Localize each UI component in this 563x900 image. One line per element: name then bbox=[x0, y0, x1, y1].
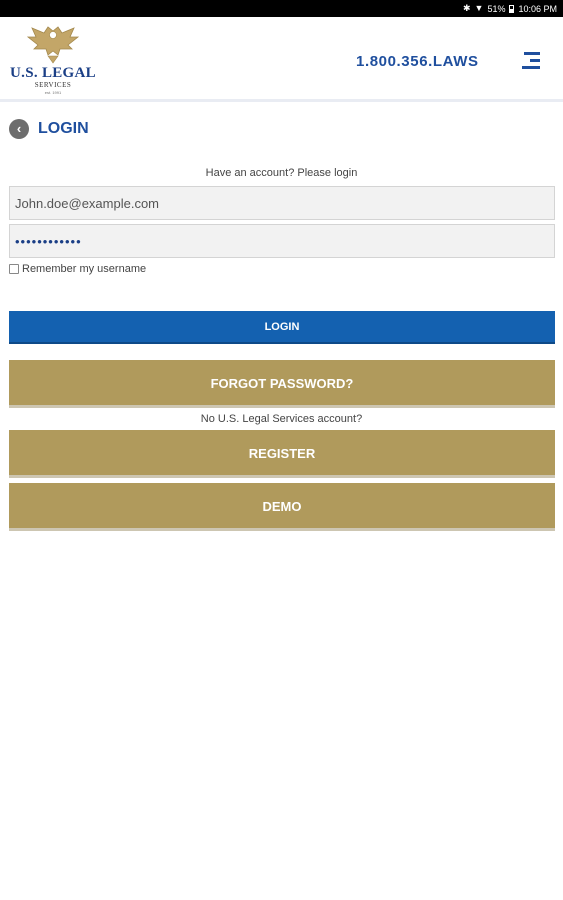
page-title: LOGIN bbox=[38, 120, 89, 137]
remember-label: Remember my username bbox=[22, 263, 147, 275]
battery-level: 51% bbox=[487, 3, 506, 14]
forgot-password-button[interactable]: FORGOT PASSWORD? bbox=[9, 360, 555, 408]
clock: 10:06 PM bbox=[518, 3, 557, 14]
login-button[interactable]: LOGIN bbox=[9, 311, 555, 344]
chevron-left-icon[interactable]: ‹ bbox=[9, 119, 29, 139]
email-field[interactable] bbox=[9, 186, 555, 220]
status-bar bbox=[0, 0, 563, 17]
demo-button[interactable]: DEMO bbox=[9, 483, 555, 531]
password-field[interactable] bbox=[9, 224, 555, 258]
battery-icon bbox=[509, 5, 514, 13]
us-legal-services-logo[interactable] bbox=[9, 25, 97, 95]
app-header bbox=[0, 17, 563, 102]
login-intro-text: Have an account? Please login bbox=[205, 167, 358, 179]
logo-tagline: est. 1991 bbox=[44, 90, 62, 95]
bluetooth-icon: ✱ bbox=[462, 3, 471, 13]
logo-subtitle: SERVICES bbox=[34, 81, 72, 89]
remember-username[interactable] bbox=[9, 263, 146, 275]
hamburger-menu-icon[interactable] bbox=[520, 52, 540, 69]
remember-checkbox[interactable] bbox=[9, 264, 19, 274]
eagle-icon bbox=[26, 25, 80, 65]
logo-title: U.S. LEGAL bbox=[10, 65, 96, 81]
wifi-icon: ▼ bbox=[474, 3, 484, 13]
phone-number-link[interactable]: 1.800.356.LAWS bbox=[356, 53, 479, 70]
register-button[interactable]: REGISTER bbox=[9, 430, 555, 478]
no-account-text: No U.S. Legal Services account? bbox=[200, 413, 363, 425]
